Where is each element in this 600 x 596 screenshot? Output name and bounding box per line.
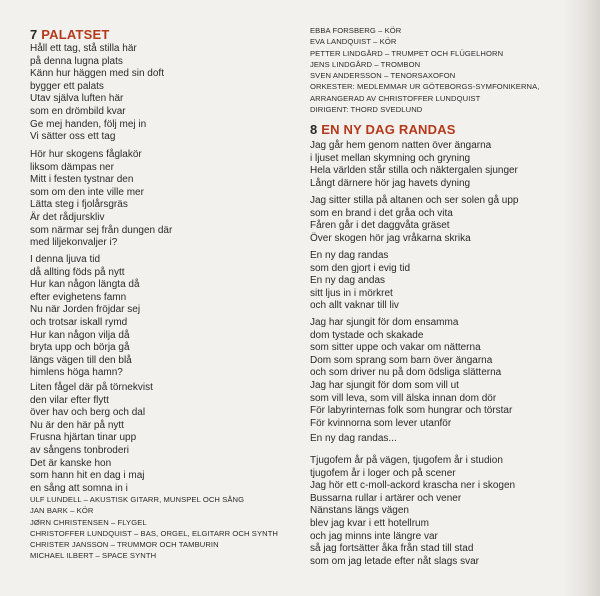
credits-palatset xyxy=(30,494,278,562)
lyric-line: då allting föds på nytt xyxy=(30,266,125,278)
song-number: 7 xyxy=(30,27,38,42)
lyric-line: I denna ljuva tid xyxy=(30,254,101,265)
lyric-line: Lätta steg i fjolårsgräs xyxy=(30,199,128,211)
stanza-3 xyxy=(310,250,410,313)
lyric-line: Mitt i festen tystnar den xyxy=(30,174,134,186)
lyric-line: som en drömbild kvar xyxy=(30,105,126,117)
lyric-line: som sitter uppe och vakar om nätterna xyxy=(310,342,481,354)
lyric-line: Nu när Jorden fröjdar sej xyxy=(30,304,141,316)
credit-line: EBBA FORSBERG – KÖR xyxy=(310,26,402,35)
lyric-line: som en brand i det gråa och vita xyxy=(310,207,453,219)
stanza-2 xyxy=(310,195,518,245)
credit-line: ORKESTER: MEDLEMMAR UR GÖTEBORGS-SYMFONIKERNA, xyxy=(310,82,540,92)
song-title-palatset xyxy=(30,27,110,42)
lyric-line: tjugofem år i loger och på scener xyxy=(310,467,456,479)
page-edge-shadow xyxy=(562,0,600,596)
lyric-line: av sångens tonbroderi xyxy=(30,444,129,456)
song-title-en-ny-dag-randas xyxy=(310,122,456,137)
lyric-line: Jag går hem genom natten över ängarna xyxy=(310,140,492,151)
lyric-line: Bussarna rullar i artärer och vener xyxy=(310,492,462,504)
lyric-line: Vi sätter oss ett tag xyxy=(30,131,116,143)
lyric-line: som den gjort i evig tid xyxy=(310,262,411,274)
lyric-line: med liljekonvaljer i? xyxy=(30,237,118,249)
credit-line: JAN BARK – KÖR xyxy=(30,506,94,516)
lyric-line: bryta upp och börja gå xyxy=(30,342,130,354)
song-name: PALATSET xyxy=(41,27,110,42)
lyric-line: som hann hit en dag i maj xyxy=(30,470,145,482)
song-name: EN NY DAG RANDAS xyxy=(321,122,456,137)
lyric-line: En ny dag andas xyxy=(310,275,386,287)
lyric-line: och trotsar iskall rymd xyxy=(30,316,128,328)
lyric-line: och allt vaknar till liv xyxy=(310,300,399,312)
lyric-line: Är det rådjurskliv xyxy=(30,211,105,223)
lyric-line: och som driver nu på dom ödsliga slätterna xyxy=(310,367,502,379)
credit-line: JØRN CHRISTENSEN – FLYGEL xyxy=(30,517,147,527)
lyric-line: Ge mej handen, följ mej in xyxy=(30,118,147,130)
lyric-line: som om den inte ville mer xyxy=(30,186,144,198)
lyric-line: Jag har sjungit för dom som vill ut xyxy=(310,379,459,391)
lyric-line: Liten fågel där på törnekvist xyxy=(30,382,153,393)
lyric-line: den vilar efter flytt xyxy=(30,394,109,406)
lyric-line: För labyrinternas folk som hungrar och törstar xyxy=(310,405,513,417)
lyric-line: Nu är den här på nytt xyxy=(30,419,124,431)
song-number: 8 xyxy=(310,122,318,137)
stanza-4 xyxy=(30,382,153,495)
lyric-line: blev jag kvar i ett hotellrum xyxy=(310,517,429,529)
lyric-line: och jag minns inte längre var xyxy=(310,530,438,542)
lyric-line: Långt därnere hör jag havets dyning xyxy=(310,177,471,189)
lyric-line: Frusna hjärtan tinar upp xyxy=(30,432,137,444)
lyric-line: Fåren går i det daggvåta gräset xyxy=(310,220,450,232)
lyric-line: Jag har sjungit för dom ensamma xyxy=(310,317,459,328)
lyric-line: efter evighetens famn xyxy=(30,291,127,303)
stanza-6 xyxy=(310,455,515,568)
lyric-line: som vill leva, som vill älska innan dom dör xyxy=(310,392,497,404)
lyric-line: Dom som sprang som barn över ängarna xyxy=(310,354,493,366)
credit-line: DIRIGENT: THORD SVEDLUND xyxy=(310,105,423,115)
lyric-line: i ljuset mellan skymning och gryning xyxy=(310,152,471,164)
lyric-line: så jag fortsätter åka från stad till stad xyxy=(310,543,474,555)
lyric-line: Nänstans längs vägen xyxy=(310,505,409,517)
credit-line: CHRISTER JANSSON – TRUMMOR OCH TAMBURIN xyxy=(30,540,219,550)
lyric-line: himlens höga hamn? xyxy=(30,367,123,379)
lyric-line: Hör hur skogens fåglakör xyxy=(30,149,142,160)
credit-line: ARRANGERAD AV CHRISTOFFER LUNDQUIST xyxy=(310,93,481,103)
credit-line: PETTER LINDGÅRD – TRUMPET OCH FLÜGELHORN xyxy=(310,48,504,58)
stanza-4 xyxy=(310,317,512,430)
lyric-line: bygger ett palats xyxy=(30,80,104,92)
lyric-line: Jag sitter stilla på altanen och ser solen gå upp xyxy=(310,195,519,206)
stanza-5-refrain xyxy=(310,433,397,446)
lyric-line: Tjugofem år på vägen, tjugofem år i studion xyxy=(310,455,503,466)
credits-palatset-continued xyxy=(310,25,539,115)
lyric-line: Över skogen hör jag vråkarna skrika xyxy=(310,232,471,244)
credit-line: MICHAEL ILBERT – SPACE SYNTH xyxy=(30,551,157,561)
lyric-line: Jag hör ett c-moll-ackord krascha ner i skogen xyxy=(310,480,516,492)
lyric-line: Utav själva luften här xyxy=(30,93,124,105)
lyric-line: En ny dag randas... xyxy=(310,433,397,444)
lyric-line: över hav och berg och dal xyxy=(30,407,146,419)
lyric-line: Hur kan någon längta då xyxy=(30,279,140,291)
lyric-line: Känn hur häggen med sin doft xyxy=(30,68,164,80)
lyric-line: sitt ljus in i mörkret xyxy=(310,287,393,299)
credit-line: ULF LUNDELL – AKUSTISK GITARR, MUNSPEL OCH SÅNG xyxy=(30,495,245,504)
lyric-line: en sång att somna in i xyxy=(30,482,128,494)
stanza-1 xyxy=(30,43,164,144)
lyric-line: Hur kan någon vilja då xyxy=(30,329,130,341)
stanza-3 xyxy=(30,254,140,380)
credit-line: JENS LINDGÅRD – TROMBON xyxy=(310,59,421,69)
lyric-line: För kvinnorna som lever utanför xyxy=(310,417,452,429)
lyric-line: som närmar sej från dungen där xyxy=(30,224,173,236)
lyric-line: En ny dag randas xyxy=(310,250,389,261)
lyric-line: på denna lugna plats xyxy=(30,55,123,67)
lyric-line: som om jag letade efter nåt slags svar xyxy=(310,555,479,567)
credit-line: EVA LANDQUIST – KÖR xyxy=(310,37,397,47)
stanza-2 xyxy=(30,149,172,250)
credit-line: CHRISTOFFER LUNDQUIST – BAS, ORGEL, ELGITARR OCH SYNTH xyxy=(30,528,279,538)
stanza-1 xyxy=(310,140,518,190)
lyric-line: liksom dämpas ner xyxy=(30,161,114,173)
lyric-line: Håll ett tag, stå stilla här xyxy=(30,43,137,54)
lyric-line: Hela världen står stilla och näktergalen sjunger xyxy=(310,165,518,177)
lyric-line: längs vägen till den blå xyxy=(30,354,132,366)
credit-line: SVEN ANDERSSON – TENORSAXOFON xyxy=(310,71,456,81)
lyric-line: Det är kanske hon xyxy=(30,457,112,469)
lyric-line: dom tystade och skakade xyxy=(310,329,424,341)
